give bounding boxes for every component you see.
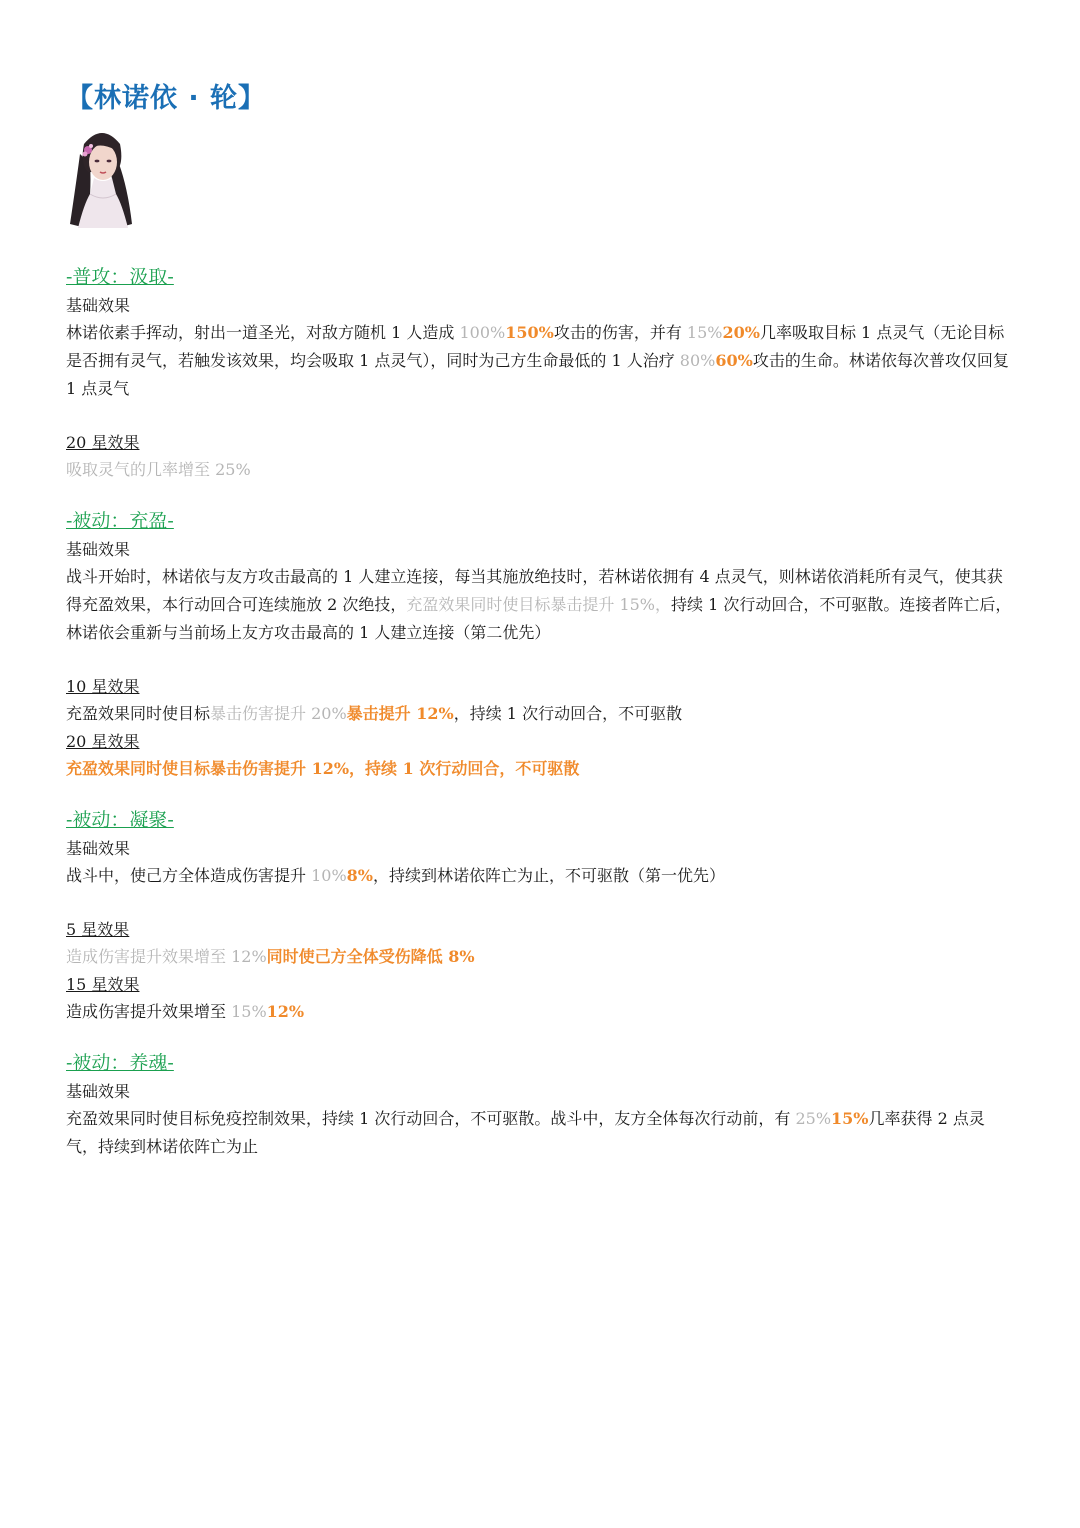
old-value: 10% bbox=[311, 866, 347, 885]
desc-text: 持续 1 次行动回合，不可驱散。连接者阵亡后，林诺依会重新与当前场上友方攻击最高的 1 人建立连接（第二优先） bbox=[66, 595, 1012, 642]
skill-section bbox=[66, 1048, 1016, 1161]
skill-section bbox=[66, 805, 1016, 1026]
base-effect-label: 基础效果 bbox=[66, 296, 131, 315]
star-effect-desc bbox=[66, 998, 1016, 1026]
skill-section bbox=[66, 506, 1016, 783]
spacer bbox=[66, 403, 1016, 429]
base-effect-label: 基础效果 bbox=[66, 1082, 131, 1101]
skill-name: -普攻：汲取- bbox=[66, 266, 174, 288]
base-effect-label: 基础效果 bbox=[66, 540, 131, 559]
new-value: 150% bbox=[505, 323, 554, 342]
new-value: 60% bbox=[715, 351, 753, 370]
old-value: 15% bbox=[686, 323, 723, 342]
desc-text: 战斗开始时，林诺依与友方攻击最高的 1 人建立连接，每当其施放绝技时，若林诺依拥有 4 点灵气，则林诺依消耗所有灵气，使其获得充盈效果，本行动回合可连续施放 2 次绝技， bbox=[66, 567, 1003, 614]
skill-section bbox=[66, 262, 1016, 484]
desc-text: 几率获得 2 点灵气，持续到林诺依阵亡为止 bbox=[66, 1109, 985, 1156]
character-portrait bbox=[66, 124, 138, 230]
old-value: 80% bbox=[679, 351, 716, 370]
new-value: 暴击提升 12% bbox=[346, 704, 454, 723]
old-value: 暴击伤害提升 20% bbox=[210, 704, 347, 723]
spacer bbox=[66, 647, 1016, 673]
desc-text: 充盈效果同时使目标免疫控制效果，持续 1 次行动回合，不可驱散。战斗中，友方全体每次行动前，有 bbox=[66, 1109, 796, 1128]
skill-name: -被动：凝聚- bbox=[66, 809, 174, 831]
base-effect-desc bbox=[66, 1105, 1016, 1161]
old-value: 造成伤害提升效果增至 12% bbox=[66, 947, 267, 966]
old-value: 充盈效果同时使目标暴击提升 15%， bbox=[406, 595, 672, 614]
old-value: 15% bbox=[231, 1002, 267, 1021]
new-value: 充盈效果同时使目标暴击伤害提升 12%，持续 1 次行动回合，不可驱散 bbox=[66, 759, 580, 778]
desc-text: 造成伤害提升效果增至 bbox=[66, 1002, 232, 1021]
new-value: 8% bbox=[346, 866, 373, 885]
base-effect-desc bbox=[66, 862, 1016, 890]
page-title: 【林诺依 · 轮】 bbox=[66, 83, 267, 114]
desc-text: 战斗中，使己方全体造成伤害提升 bbox=[66, 866, 312, 885]
star-effect-desc bbox=[66, 700, 1016, 728]
old-value: 吸取灵气的几率增至 25% bbox=[66, 460, 251, 479]
skill-name: -被动：充盈- bbox=[66, 510, 174, 532]
star-effect-label: 15 星效果 bbox=[66, 975, 140, 994]
desc-text: ，持续到林诺依阵亡为止，不可驱散（第一优先） bbox=[373, 866, 726, 885]
desc-text: 几率吸取目标 1 点灵气（无论目标是否拥有灵气，若触发该效果，均会吸取 1 点灵气），同时为己方生命最低的 1 人治疗 bbox=[66, 323, 1005, 370]
skill-name: -被动：养魂- bbox=[66, 1052, 174, 1074]
new-value: 15% bbox=[831, 1109, 869, 1128]
desc-text: 充盈效果同时使目标 bbox=[66, 704, 211, 723]
new-value: 20% bbox=[722, 323, 760, 342]
star-effect-desc bbox=[66, 755, 1016, 783]
spacer bbox=[66, 890, 1016, 916]
new-value: 12% bbox=[266, 1002, 305, 1021]
new-value: 同时使己方全体受伤降低 8% bbox=[266, 947, 475, 966]
star-effect-label: 20 星效果 bbox=[66, 732, 140, 751]
desc-text: 攻击的生命。林诺依每次普攻仅回复 1 点灵气 bbox=[66, 351, 1009, 398]
skills-list bbox=[66, 262, 1016, 1183]
star-effect-label: 10 星效果 bbox=[66, 677, 140, 696]
old-value: 25% bbox=[795, 1109, 832, 1128]
old-value: 100% bbox=[459, 323, 506, 342]
base-effect-label: 基础效果 bbox=[66, 839, 131, 858]
star-effect-label: 5 星效果 bbox=[66, 920, 130, 939]
star-effect-desc bbox=[66, 456, 1016, 484]
star-effect-label: 20 星效果 bbox=[66, 433, 140, 452]
star-effect-desc bbox=[66, 943, 1016, 971]
base-effect-desc bbox=[66, 319, 1016, 403]
desc-text: ，持续 1 次行动回合，不可驱散 bbox=[453, 704, 683, 723]
base-effect-desc bbox=[66, 563, 1016, 647]
desc-text: 林诺依素手挥动，射出一道圣光，对敌方随机 1 人造成 bbox=[66, 323, 460, 342]
desc-text: 攻击的伤害，并有 bbox=[553, 323, 687, 342]
